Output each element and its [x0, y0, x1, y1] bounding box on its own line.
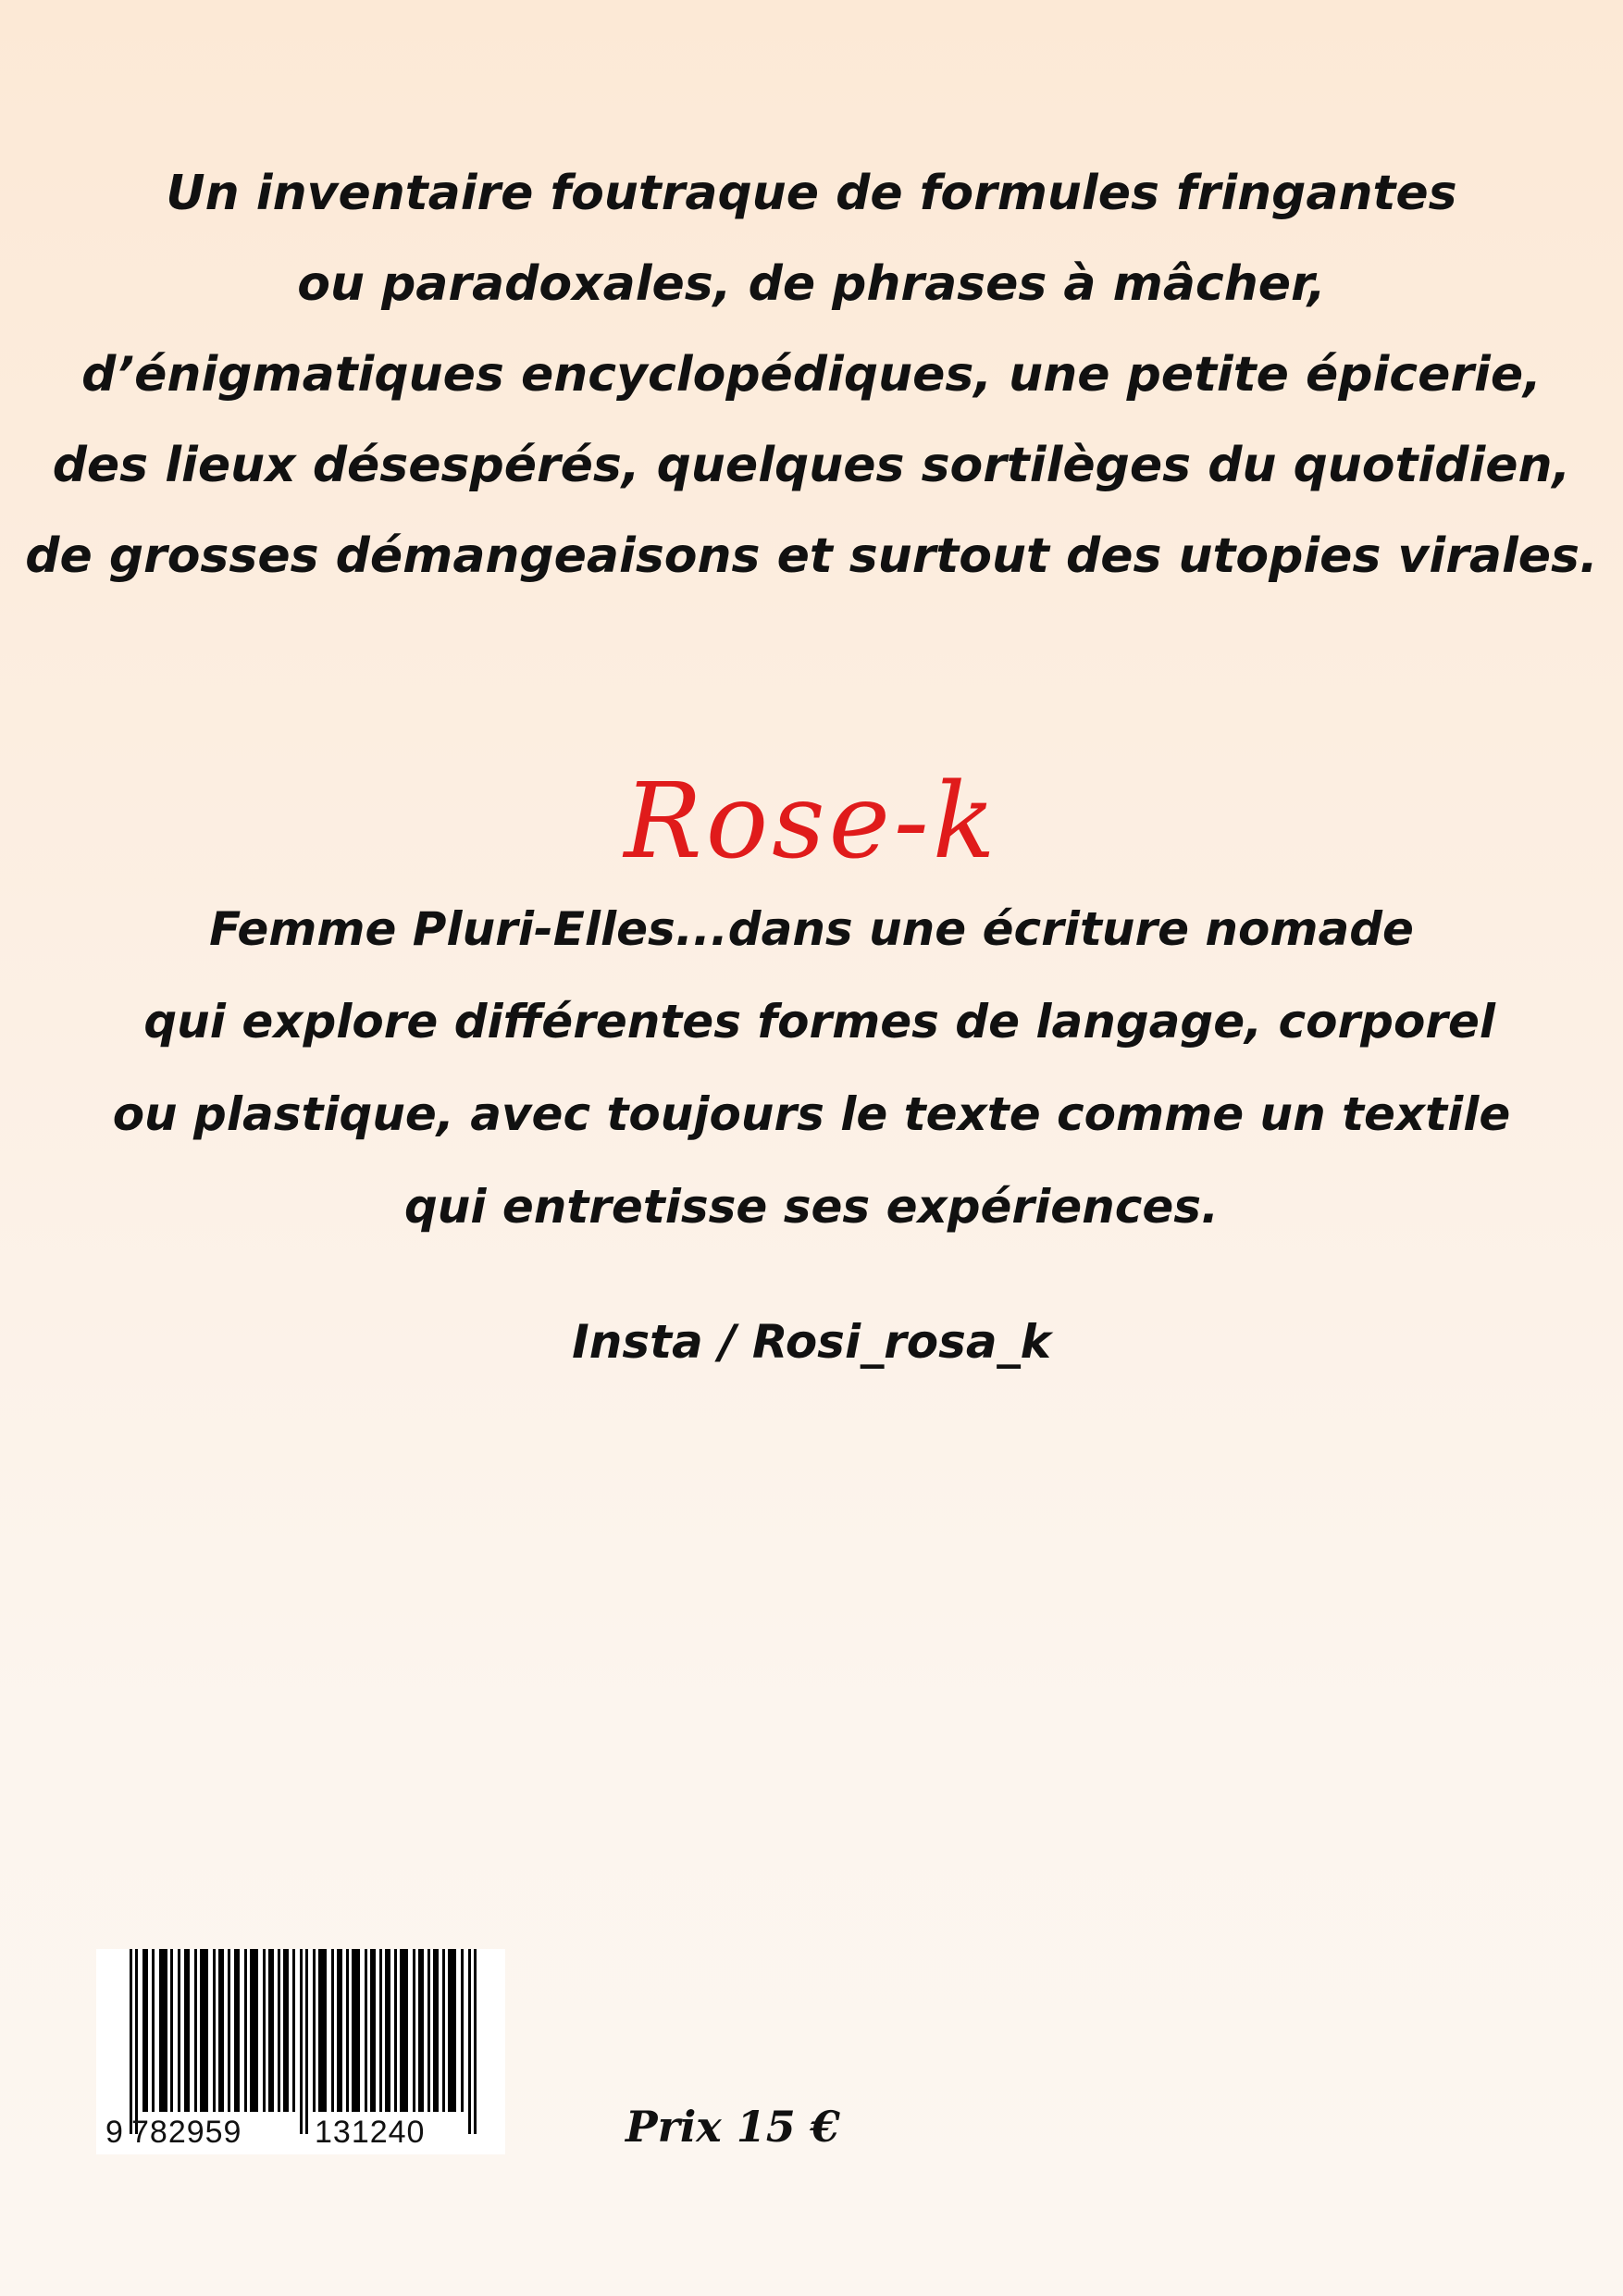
bio-line: qui explore différentes formes de langage, corporel	[127, 995, 1496, 1049]
blurb-line: d’énigmatiques encyclopédiques, une petite épicerie,	[81, 347, 1542, 403]
blurb-line: de grosses démangeaisons et surtout des utopies virales.	[25, 528, 1598, 584]
isbn-barcode	[96, 1949, 505, 2154]
isbn-lead-digit: 9	[105, 2115, 123, 2150]
isbn-right-digits: 131240	[315, 2115, 426, 2150]
blurb-line: des lieux désespérés, quelques sortilèges du quotidien,	[52, 438, 1571, 493]
author-bio	[0, 883, 1623, 1253]
blurb-line: ou paradoxales, de phrases à mâcher,	[297, 256, 1326, 312]
author-name: Rose-k	[624, 762, 999, 882]
bio-line: Femme Pluri-Elles...dans une écriture nomade	[209, 902, 1414, 956]
blurb-line: Un inventaire foutraque de formules fringantes	[166, 166, 1457, 221]
blurb-text	[0, 148, 1623, 602]
bio-line: ou plastique, avec toujours le texte comme un textile	[112, 1087, 1511, 1141]
price-label: Prix 15 €	[626, 2102, 840, 2152]
isbn-left-digits: 782959	[131, 2115, 242, 2150]
isbn-number	[96, 2114, 505, 2151]
bio-line: qui entretisse ses expériences.	[403, 1180, 1220, 1234]
instagram-handle: Insta / Rosi_rosa_k	[572, 1315, 1051, 1369]
